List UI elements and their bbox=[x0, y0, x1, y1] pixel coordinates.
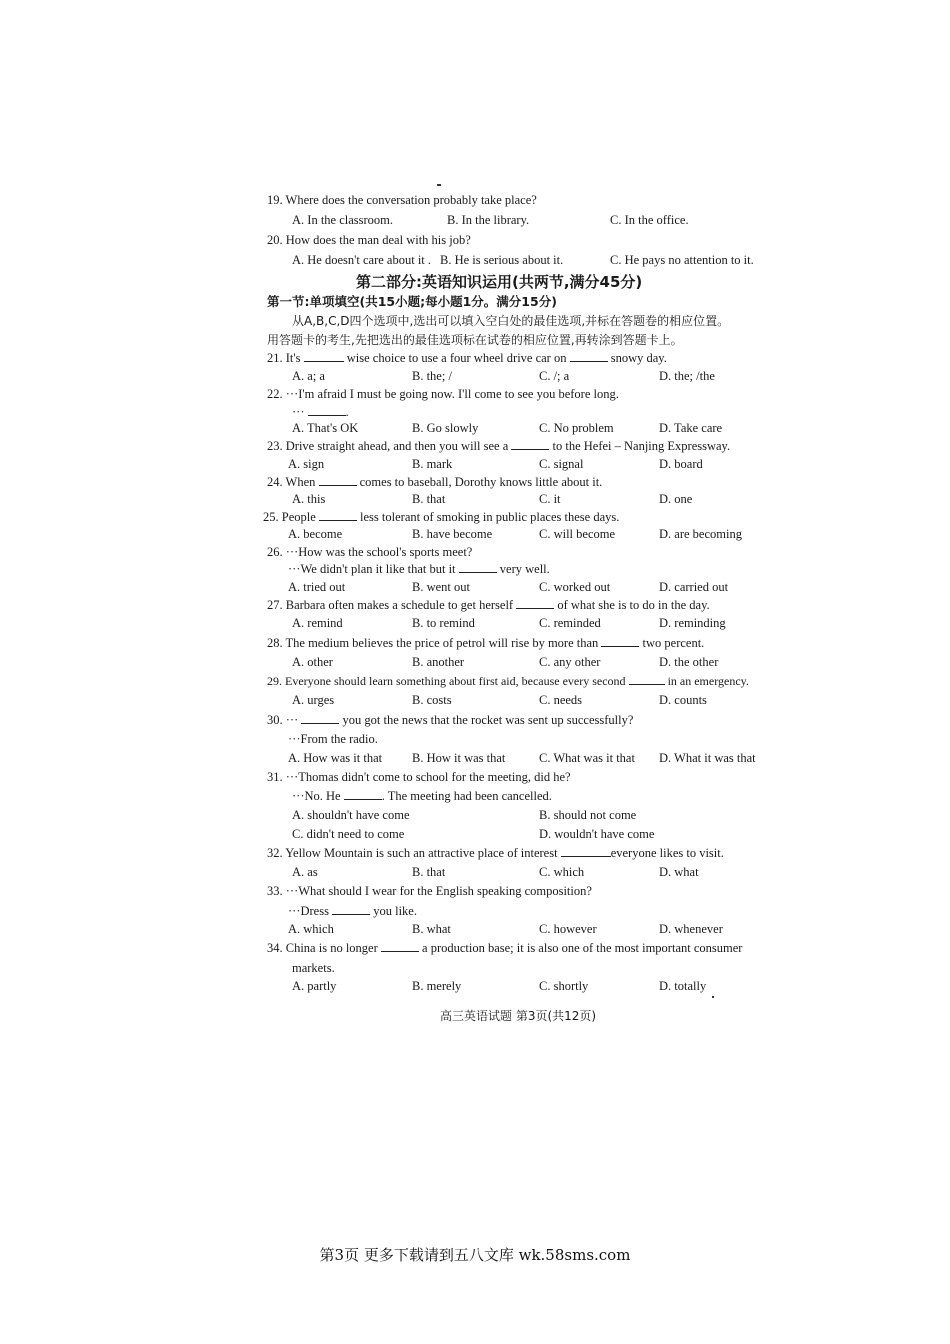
question-31-reply bbox=[292, 788, 552, 804]
question-27-stem bbox=[267, 597, 710, 613]
question-31-option-d: D. wouldn't have come bbox=[539, 827, 655, 841]
question-26-reply-part-2: very well. bbox=[499, 562, 550, 576]
question-21-option-b: B. the; / bbox=[412, 369, 452, 383]
question-32-option-a: A. as bbox=[292, 865, 318, 879]
question-28-option-d: D. the other bbox=[659, 655, 719, 669]
question-30-option-d: D. What it was that bbox=[659, 751, 756, 765]
question-23-stem-part-1: 23. Drive straight ahead, and then you will see a bbox=[267, 439, 509, 453]
question-25-option-a: A. become bbox=[288, 527, 343, 541]
question-26-stem: 26. ···How was the school's sports meet? bbox=[267, 545, 473, 559]
question-31-stem: 31. ···Thomas didn't come to school for the meeting, did he? bbox=[267, 770, 571, 784]
question-33-reply-part-2: you like. bbox=[373, 904, 417, 918]
question-27-option-d: D. reminding bbox=[659, 616, 726, 630]
question-33-reply-part-1: ···Dress bbox=[288, 904, 329, 918]
answer-blank bbox=[344, 788, 382, 800]
question-30-stem bbox=[267, 712, 633, 728]
question-30-reply: ···From the radio. bbox=[288, 732, 378, 746]
question-25-stem-part-2: less tolerant of smoking in public places these days. bbox=[360, 510, 620, 524]
scan-speck bbox=[437, 184, 441, 186]
answer-blank bbox=[332, 903, 370, 915]
question-34-stem bbox=[267, 940, 742, 956]
question-19-option-c: C. In the office. bbox=[610, 213, 689, 227]
question-21-stem-part-3: snowy day. bbox=[610, 351, 667, 365]
question-34-stem-continued: markets. bbox=[292, 961, 335, 975]
question-32-stem-part-2: everyone likes to visit. bbox=[610, 846, 724, 860]
question-34-option-d: D. totally bbox=[659, 979, 707, 993]
question-21-stem-part-1: 21. It's bbox=[267, 351, 301, 365]
question-30-stem-part-1: 30. ··· bbox=[267, 713, 299, 727]
answer-blank bbox=[304, 350, 344, 362]
answer-blank bbox=[319, 474, 357, 486]
question-25-option-d: D. are becoming bbox=[659, 527, 742, 541]
answer-blank bbox=[381, 940, 419, 952]
question-33-option-c: C. however bbox=[539, 922, 597, 936]
answer-blank bbox=[629, 673, 665, 685]
question-33-option-a: A. which bbox=[288, 922, 334, 936]
question-32-option-c: C. which bbox=[539, 865, 585, 879]
question-21-option-d: D. the; /the bbox=[659, 369, 715, 383]
question-31-option-b: B. should not come bbox=[539, 808, 637, 822]
answer-blank bbox=[570, 350, 608, 362]
answer-blank bbox=[319, 509, 357, 521]
question-19-option-a: A. In the classroom. bbox=[292, 213, 394, 227]
question-25-stem-part-1: 25. People bbox=[263, 510, 316, 524]
answer-blank bbox=[511, 438, 549, 450]
question-25-option-b: B. have become bbox=[412, 527, 493, 541]
question-27-option-a: A. remind bbox=[292, 616, 343, 630]
page-footer: 高三英语试题 第3页(共12页) bbox=[440, 1009, 597, 1023]
question-26-option-a: A. tried out bbox=[288, 580, 346, 594]
question-33-option-b: B. what bbox=[412, 922, 451, 936]
question-34-option-b: B. merely bbox=[412, 979, 462, 993]
question-27-option-c: C. reminded bbox=[539, 616, 601, 630]
question-23-stem bbox=[267, 438, 730, 454]
answer-blank bbox=[601, 635, 639, 647]
question-34-stem-part-1: 34. China is no longer bbox=[267, 941, 378, 955]
question-21-stem bbox=[267, 350, 667, 366]
question-29-option-b: B. costs bbox=[412, 693, 452, 707]
question-19-stem: 19. Where does the conversation probably take place? bbox=[267, 193, 537, 207]
question-31-reply-part-2: . The meeting had been cancelled. bbox=[381, 789, 552, 803]
question-31-reply-part-1: ···No. He bbox=[292, 789, 341, 803]
question-34-option-a: A. partly bbox=[292, 979, 337, 993]
question-26-option-d: D. carried out bbox=[659, 580, 729, 594]
question-23-option-c: C. signal bbox=[539, 457, 584, 471]
question-31-option-a: A. shouldn't have come bbox=[292, 808, 410, 822]
question-26-option-b: B. went out bbox=[412, 580, 470, 594]
question-29-stem-part-2: in an emergency. bbox=[667, 674, 749, 688]
question-24-option-d: D. one bbox=[659, 492, 693, 506]
question-20-option-a: A. He doesn't care about it . bbox=[292, 253, 432, 267]
answer-blank bbox=[301, 712, 339, 724]
question-21-option-c: C. /; a bbox=[539, 369, 570, 383]
question-28-option-c: C. any other bbox=[539, 655, 601, 669]
question-32-option-b: B. that bbox=[412, 865, 446, 879]
question-21-stem-part-2: wise choice to use a four wheel drive car on bbox=[346, 351, 567, 365]
question-24-stem-part-2: comes to baseball, Dorothy knows little about it. bbox=[359, 475, 603, 489]
question-25-stem bbox=[263, 509, 619, 525]
question-19-option-b: B. In the library. bbox=[447, 213, 530, 227]
scan-speck bbox=[712, 996, 714, 998]
question-27-stem-part-2: of what she is to do in the day. bbox=[557, 598, 710, 612]
question-30-option-a: A. How was it that bbox=[288, 751, 383, 765]
question-33-reply bbox=[288, 903, 417, 919]
instruction-line-2: 用答题卡的考生,先把选出的最佳选项标在试卷的相应位置,再转涂到答题卡上。 bbox=[267, 333, 683, 347]
question-30-stem-part-2: you got the news that the rocket was sent up successfully? bbox=[342, 713, 634, 727]
instruction-line-1: 从A,B,C,D四个选项中,选出可以填入空白处的最佳选项,并标在答题卷的相应位置。 bbox=[292, 314, 730, 328]
question-27-stem-part-1: 27. Barbara often makes a schedule to get herself bbox=[267, 598, 514, 612]
answer-blank bbox=[561, 845, 611, 857]
question-20-option-b: B. He is serious about it. bbox=[440, 253, 564, 267]
question-23-stem-part-2: to the Hefei – Nanjing Expressway. bbox=[552, 439, 731, 453]
question-31-option-c: C. didn't need to come bbox=[292, 827, 405, 841]
question-23-option-b: B. mark bbox=[412, 457, 453, 471]
question-29-stem-part-1: 29. Everyone should learn something about first aid, because every second bbox=[267, 674, 626, 688]
question-24-option-a: A. this bbox=[292, 492, 326, 506]
question-28-option-b: B. another bbox=[412, 655, 465, 669]
question-28-stem bbox=[267, 635, 704, 651]
question-29-option-c: C. needs bbox=[539, 693, 583, 707]
question-26-option-c: C. worked out bbox=[539, 580, 611, 594]
section-1-title: 第一节:单项填空(共15小题;每小题1分。满分15分) bbox=[267, 294, 557, 309]
question-24-stem bbox=[267, 474, 602, 490]
question-22-option-b: B. Go slowly bbox=[412, 421, 479, 435]
question-32-option-d: D. what bbox=[659, 865, 699, 879]
answer-blank bbox=[516, 597, 554, 609]
question-34-option-c: C. shortly bbox=[539, 979, 589, 993]
question-32-stem-part-1: 32. Yellow Mountain is such an attractive place of interest bbox=[267, 846, 558, 860]
period: . bbox=[345, 405, 349, 419]
question-25-option-c: C. will become bbox=[539, 527, 616, 541]
download-site-footer: 第3页 更多下载请到五八文库 wk.58sms.com bbox=[319, 1246, 631, 1264]
question-20-option-c: C. He pays no attention to it. bbox=[610, 253, 754, 267]
question-23-option-a: A. sign bbox=[288, 457, 325, 471]
question-27-option-b: B. to remind bbox=[412, 616, 475, 630]
part-2-title: 第二部分:英语知识运用(共两节,满分45分) bbox=[356, 273, 643, 291]
question-32-stem bbox=[267, 845, 724, 861]
question-26-reply bbox=[288, 561, 550, 577]
question-29-option-a: A. urges bbox=[292, 693, 335, 707]
answer-blank bbox=[308, 404, 346, 416]
question-24-stem-part-1: 24. When bbox=[267, 475, 316, 489]
question-20-stem: 20. How does the man deal with his job? bbox=[267, 233, 471, 247]
question-28-stem-part-1: 28. The medium believes the price of petrol will rise by more than bbox=[267, 636, 599, 650]
question-22-reply-dots: ··· bbox=[292, 405, 305, 419]
question-28-option-a: A. other bbox=[292, 655, 333, 669]
question-29-option-d: D. counts bbox=[659, 693, 707, 707]
question-22-option-c: C. No problem bbox=[539, 421, 614, 435]
question-21-option-a: A. a; a bbox=[292, 369, 325, 383]
question-24-option-b: B. that bbox=[412, 492, 446, 506]
question-22-reply bbox=[292, 404, 349, 420]
question-22-option-d: D. Take care bbox=[659, 421, 723, 435]
question-30-option-b: B. How it was that bbox=[412, 751, 506, 765]
question-24-option-c: C. it bbox=[539, 492, 561, 506]
question-30-option-c: C. What was it that bbox=[539, 751, 635, 765]
question-22-stem: 22. ···I'm afraid I must be going now. I'll come to see you before long. bbox=[267, 387, 619, 401]
answer-blank bbox=[459, 561, 497, 573]
question-29-stem bbox=[267, 673, 749, 689]
question-33-option-d: D. whenever bbox=[659, 922, 723, 936]
question-34-stem-part-2: a production base; it is also one of the most important consumer bbox=[422, 941, 743, 955]
question-33-stem: 33. ···What should I wear for the English speaking composition? bbox=[267, 884, 592, 898]
question-23-option-d: D. board bbox=[659, 457, 703, 471]
question-26-reply-part-1: ···We didn't plan it like that but it bbox=[288, 562, 456, 576]
question-22-option-a: A. That's OK bbox=[292, 421, 359, 435]
question-28-stem-part-2: two percent. bbox=[642, 636, 705, 650]
